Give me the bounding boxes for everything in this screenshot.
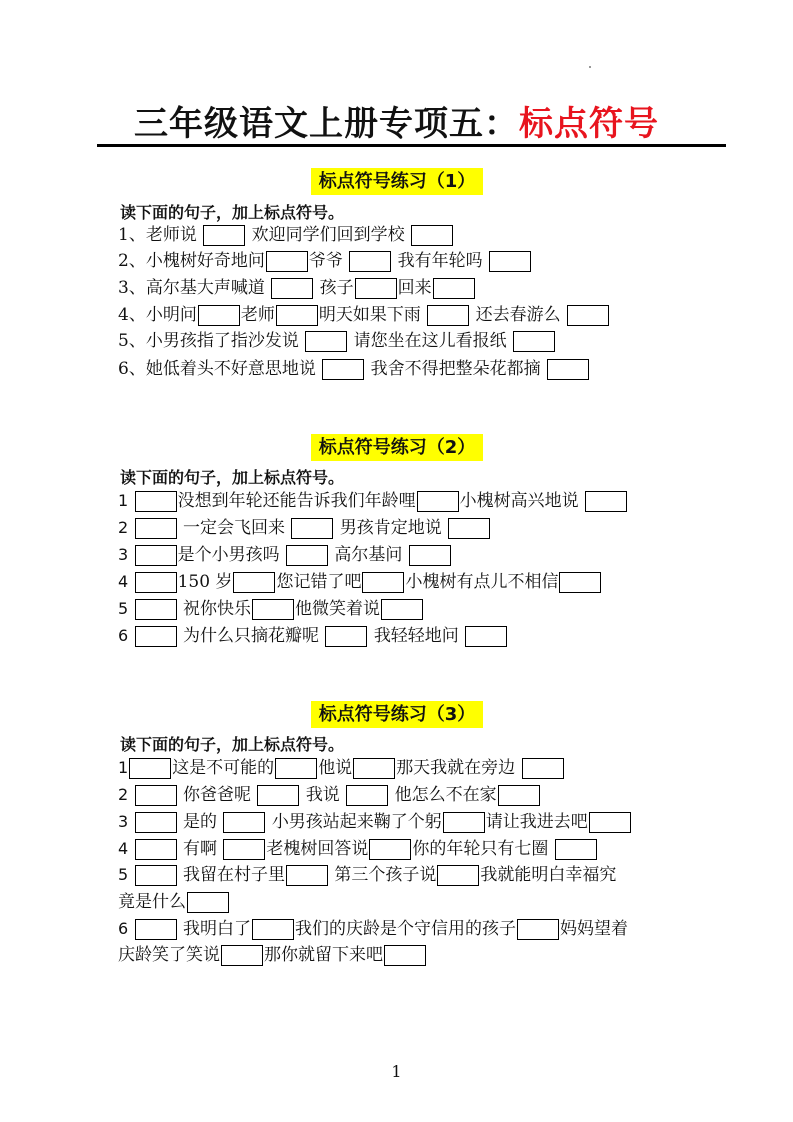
text: 你的年轮只有七圈 (412, 839, 549, 859)
text: 我轻轻地问 (373, 626, 459, 646)
section-3-instruction: 读下面的句子，加上标点符号。 (120, 735, 345, 754)
item-number: 6 (118, 919, 129, 938)
page-number: 1 (391, 1062, 402, 1081)
item-number: 3 (118, 545, 129, 564)
item-number: 5 (118, 599, 129, 618)
text: 老槐树回答说 (266, 839, 369, 859)
answer-box[interactable] (555, 839, 597, 860)
section-2-instruction: 读下面的句子，加上标点符号。 (120, 468, 345, 487)
answer-box[interactable] (322, 359, 364, 380)
item-number: 2 (118, 518, 129, 537)
answer-box[interactable] (305, 331, 347, 352)
answer-box[interactable] (547, 359, 589, 380)
text: 欢迎同学们回到学校 (251, 225, 405, 245)
answer-box[interactable] (198, 305, 240, 326)
s2-line-4 (118, 569, 602, 595)
text: 4、小明问 (118, 305, 197, 325)
text: 是个小男孩吗 (177, 545, 280, 565)
answer-box[interactable] (135, 839, 177, 860)
answer-box[interactable] (233, 572, 275, 593)
answer-box[interactable] (384, 945, 426, 966)
text: 我就能明白幸福究 (480, 865, 617, 885)
text: 小槐树有点儿不相信 (405, 572, 559, 592)
s3-line-2 (118, 782, 541, 808)
answer-box[interactable] (513, 331, 555, 352)
text: 请让我进去吧 (485, 812, 588, 832)
section-2-title: 标点符号练习（2） (311, 434, 483, 461)
answer-box[interactable] (223, 839, 265, 860)
answer-box[interactable] (275, 758, 317, 779)
text: 妈妈望着 (560, 919, 628, 939)
answer-box[interactable] (252, 599, 294, 620)
s1-line-3 (118, 275, 476, 301)
text: 男孩肯定地说 (339, 518, 442, 538)
answer-box[interactable] (489, 251, 531, 272)
answer-box[interactable] (286, 865, 328, 886)
scan-dot (589, 66, 591, 68)
section-1-title: 标点符号练习（1） (311, 168, 483, 195)
answer-box[interactable] (135, 545, 177, 566)
item-number: 1 (118, 491, 129, 510)
answer-box[interactable] (355, 278, 397, 299)
answer-box[interactable] (409, 545, 451, 566)
text: 为什么只摘花瓣呢 (183, 626, 319, 646)
text: 没想到年轮还能告诉我们年龄哩 (177, 491, 416, 511)
answer-box[interactable] (135, 919, 177, 940)
text: 那天我就在旁边 (396, 758, 516, 778)
text: 回来 (397, 278, 432, 298)
answer-box[interactable] (443, 812, 485, 833)
answer-box[interactable] (325, 626, 367, 647)
answer-box[interactable] (252, 919, 294, 940)
text: 有啊 (183, 839, 217, 859)
text: 我舍不得把整朵花都摘 (370, 359, 541, 379)
text: 孩子 (319, 278, 354, 298)
page-title (0, 96, 793, 145)
text: 我留在村子里 (183, 865, 285, 885)
answer-box[interactable] (291, 518, 333, 539)
answer-box[interactable] (286, 545, 328, 566)
answer-box[interactable] (567, 305, 609, 326)
s3-line-1 (118, 755, 565, 781)
text: 6、她低着头不好意思地说 (118, 359, 316, 379)
text: 他怎么不在家 (394, 785, 497, 805)
s2-line-6 (118, 623, 508, 649)
s3-line-5-cont (118, 889, 230, 915)
text: 我明白了 (183, 919, 251, 939)
s2-line-3 (118, 542, 452, 568)
answer-box[interactable] (437, 865, 479, 886)
answer-box[interactable] (257, 785, 299, 806)
answer-box[interactable] (223, 812, 265, 833)
text: 老师 (240, 305, 275, 325)
answer-box[interactable] (187, 892, 229, 913)
item-number: 5 (118, 865, 129, 884)
item-number: 2 (118, 785, 129, 804)
text: 请您坐在这儿看报纸 (353, 331, 507, 351)
s3-line-6-cont (118, 942, 427, 968)
s1-line-6 (118, 356, 590, 382)
title-main: 三年级语文上册专项五： (134, 104, 519, 144)
answer-box[interactable] (135, 572, 177, 593)
text: 他说 (318, 758, 353, 778)
title-rule (97, 144, 726, 147)
answer-box[interactable] (135, 491, 177, 512)
answer-box[interactable] (135, 599, 177, 620)
answer-box[interactable] (221, 945, 263, 966)
answer-box[interactable] (448, 518, 490, 539)
answer-box[interactable] (346, 785, 388, 806)
text: 5、小男孩指了指沙发说 (118, 331, 299, 351)
text: 高尔基问 (334, 545, 403, 565)
answer-box[interactable] (465, 626, 507, 647)
answer-box[interactable] (135, 785, 177, 806)
text: 他微笑着说 (295, 599, 380, 619)
s3-line-6 (118, 916, 628, 942)
text: 爷爷 (308, 251, 343, 271)
answer-box[interactable] (369, 839, 411, 860)
s3-line-3 (118, 809, 632, 835)
answer-box[interactable] (135, 812, 177, 833)
s2-line-5 (118, 596, 424, 622)
title-highlight: 标点符号 (519, 104, 659, 144)
text: 是的 (183, 812, 217, 832)
s1-line-5 (118, 328, 556, 354)
item-number: 6 (118, 626, 129, 645)
item-number: 1 (118, 758, 129, 777)
answer-box[interactable] (433, 278, 475, 299)
text: 还去春游么 (475, 305, 561, 325)
s1-line-4 (118, 302, 610, 328)
answer-box[interactable] (135, 865, 177, 886)
answer-box[interactable] (266, 251, 308, 272)
text: 1、老师说 (118, 225, 197, 245)
answer-box[interactable] (417, 491, 459, 512)
text: 竟是什么 (118, 892, 186, 912)
text: 小男孩站起来鞠了个躬 (271, 812, 442, 832)
answer-box[interactable] (589, 812, 631, 833)
text: 这是不可能的 (172, 758, 275, 778)
text: 小槐树高兴地说 (459, 491, 579, 511)
text: 我有年轮吗 (397, 251, 483, 271)
text: 我们的庆龄是个守信用的孩子 (295, 919, 516, 939)
item-number: 4 (118, 572, 129, 591)
text: 祝你快乐 (183, 599, 251, 619)
answer-box[interactable] (203, 225, 245, 246)
answer-box[interactable] (517, 919, 559, 940)
answer-box[interactable] (135, 626, 177, 647)
text: 第三个孩子说 (334, 865, 437, 885)
answer-box[interactable] (353, 758, 395, 779)
text: 我说 (305, 785, 340, 805)
text: 您记错了吧 (276, 572, 362, 592)
answer-box[interactable] (362, 572, 404, 593)
text: 150 岁 (177, 572, 233, 592)
section-1-instruction: 读下面的句子，加上标点符号。 (120, 203, 345, 222)
answer-box[interactable] (585, 491, 627, 512)
text: 你爸爸呢 (183, 785, 251, 805)
s2-line-2 (118, 515, 491, 541)
answer-box[interactable] (559, 572, 601, 593)
s1-line-2 (118, 248, 532, 274)
text: 3、高尔基大声喊道 (118, 278, 265, 298)
section-3-title: 标点符号练习（3） (311, 701, 483, 728)
item-number: 4 (118, 839, 129, 858)
item-number: 3 (118, 812, 129, 831)
s1-line-1 (118, 222, 454, 248)
text: 那你就留下来吧 (264, 945, 383, 965)
answer-box[interactable] (411, 225, 453, 246)
text: 明天如果下雨 (318, 305, 421, 325)
text: 庆龄笑了笑说 (118, 945, 220, 965)
answer-box[interactable] (135, 518, 177, 539)
s3-line-5 (118, 862, 616, 888)
answer-box[interactable] (522, 758, 564, 779)
answer-box[interactable] (271, 278, 313, 299)
answer-box[interactable] (129, 758, 171, 779)
s3-line-4 (118, 836, 598, 862)
answer-box[interactable] (349, 251, 391, 272)
text: 一定会飞回来 (183, 518, 285, 538)
answer-box[interactable] (427, 305, 469, 326)
answer-box[interactable] (276, 305, 318, 326)
text: 2、小槐树好奇地问 (118, 251, 265, 271)
answer-box[interactable] (498, 785, 540, 806)
answer-box[interactable] (381, 599, 423, 620)
s2-line-1 (118, 488, 628, 514)
